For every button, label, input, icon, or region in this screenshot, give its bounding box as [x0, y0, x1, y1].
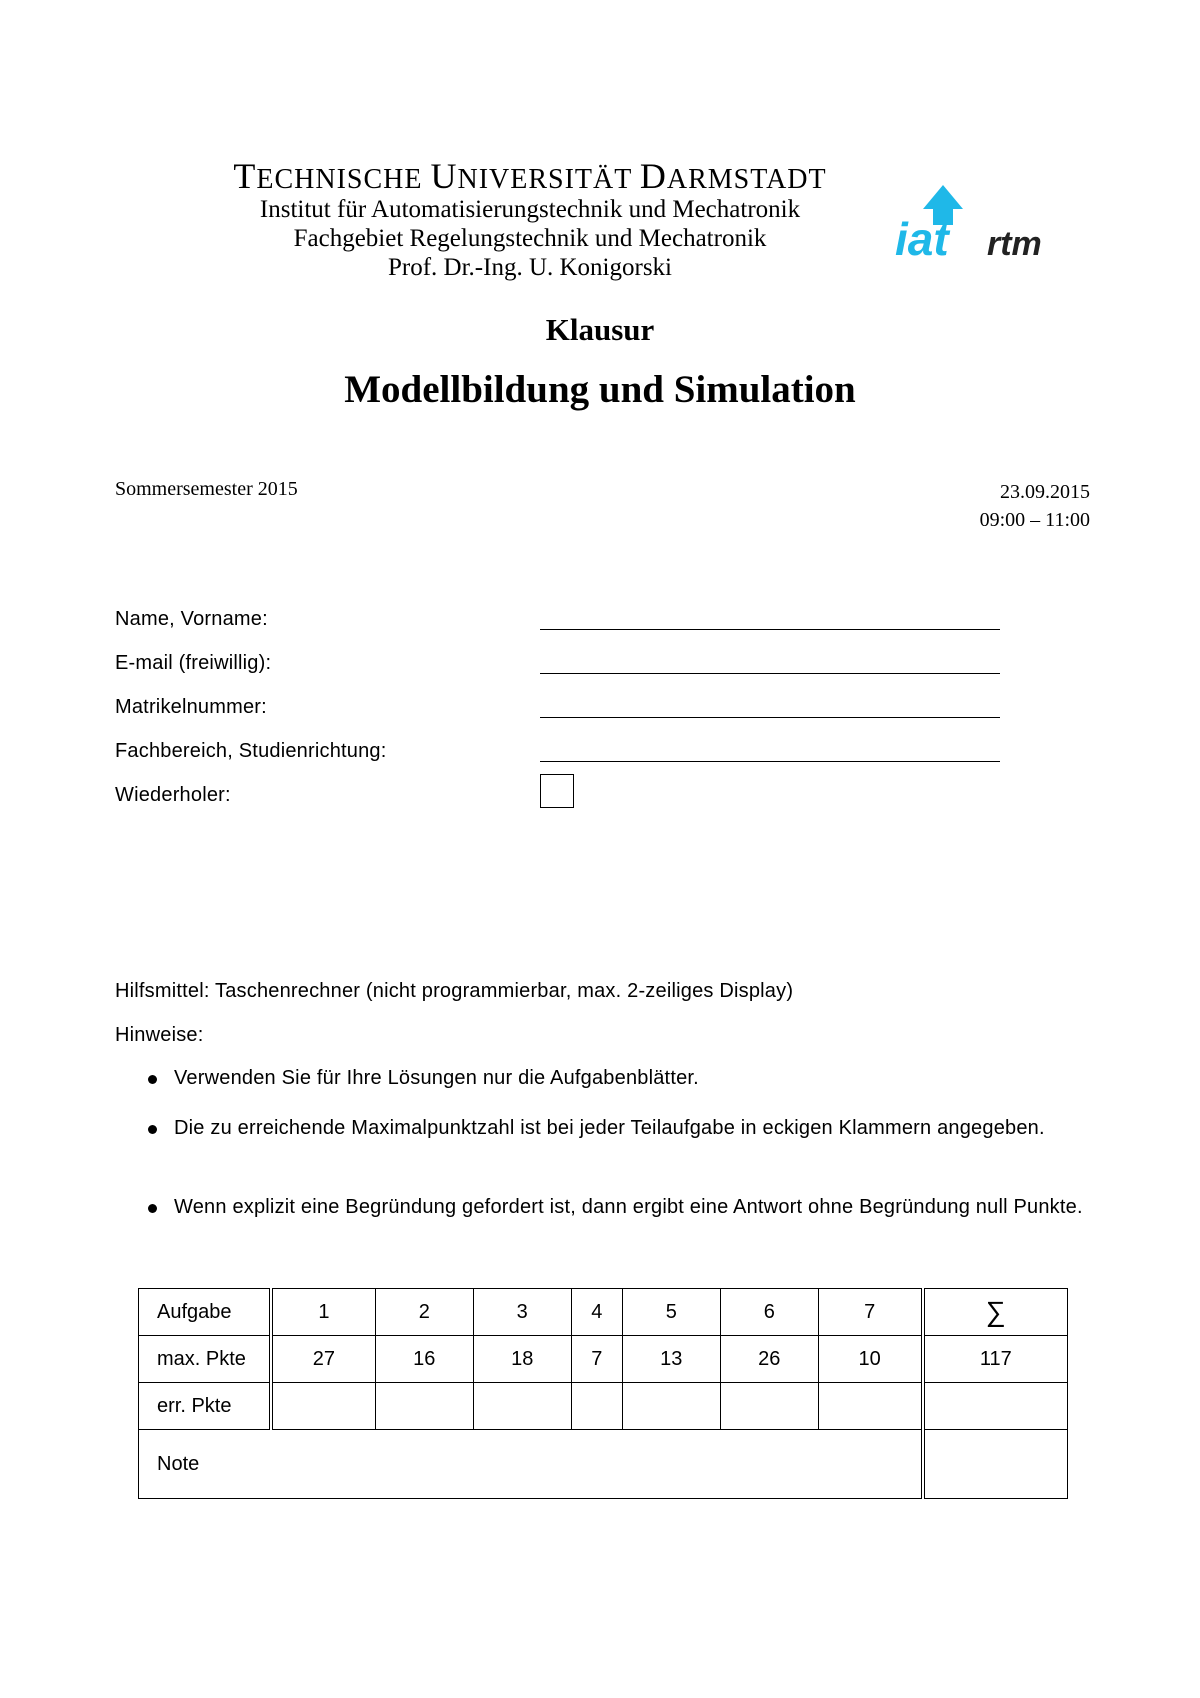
- matrikel-label: Matrikelnummer:: [115, 696, 267, 718]
- department-name: Fachgebiet Regelungstechnik und Mechatronik: [293, 225, 767, 252]
- wiederholer-checkbox[interactable]: [540, 774, 574, 808]
- bullet-icon: [148, 1125, 157, 1134]
- exam-time: 09:00 – 11:00: [979, 509, 1090, 531]
- earned-points-cell[interactable]: [720, 1383, 818, 1430]
- hint-item: [148, 1192, 1090, 1252]
- max-points-cell: 27: [271, 1336, 375, 1383]
- table-row-earned-points: [139, 1383, 1068, 1430]
- university-name: [130, 155, 930, 197]
- task-number: 1: [271, 1289, 375, 1336]
- sum-icon: ∑: [923, 1289, 1068, 1336]
- table-row-tasks: [139, 1289, 1068, 1336]
- earned-points-label: err. Pkte: [139, 1383, 272, 1430]
- hint-item: [148, 1063, 1090, 1093]
- university-word-2: UNIVERSITÄT: [430, 156, 640, 196]
- max-points-cell: 10: [818, 1336, 922, 1383]
- aids-text: Hilfsmittel: Taschenrechner (nicht programmierbar, max. 2-zeiliges Display): [115, 980, 794, 1002]
- max-points-cell: 13: [622, 1336, 720, 1383]
- course-title: Modellbildung und Simulation: [344, 368, 856, 411]
- task-number: 2: [375, 1289, 473, 1336]
- earned-points-cell[interactable]: [375, 1383, 473, 1430]
- max-points-total: 117: [923, 1336, 1068, 1383]
- table-row-grade: [139, 1430, 1068, 1499]
- institute-name: Institut für Automatisierungstechnik und Mechatronik: [259, 196, 801, 223]
- fachbereich-label: Fachbereich, Studienrichtung:: [115, 740, 387, 762]
- university-word-1: TECHNISCHE: [233, 156, 431, 196]
- bullet-icon: [148, 1204, 157, 1213]
- earned-points-cell[interactable]: [473, 1383, 571, 1430]
- grade-cell[interactable]: [923, 1430, 1068, 1499]
- matrikel-field[interactable]: [540, 717, 1000, 718]
- earned-points-total[interactable]: [923, 1383, 1068, 1430]
- earned-points-cell[interactable]: [571, 1383, 622, 1430]
- fachbereich-field[interactable]: [540, 761, 1000, 762]
- task-number: 4: [571, 1289, 622, 1336]
- task-number: 5: [622, 1289, 720, 1336]
- exam-date: 23.09.2015: [1000, 481, 1090, 503]
- bullet-icon: [148, 1075, 157, 1084]
- max-points-cell: 18: [473, 1336, 571, 1383]
- grade-label: Note: [139, 1430, 923, 1499]
- task-number: 7: [818, 1289, 922, 1336]
- task-header: Aufgabe: [139, 1289, 272, 1336]
- semester: Sommersemester 2015: [115, 478, 298, 500]
- hint-item-text: Wenn explizit eine Begründung gefordert ist, dann ergibt eine Antwort ohne Begründung null Punkte.: [174, 1196, 1083, 1218]
- institute-logo: [895, 185, 1045, 260]
- task-number: 6: [720, 1289, 818, 1336]
- table-row-max-points: [139, 1336, 1068, 1383]
- max-points-cell: 7: [571, 1336, 622, 1383]
- earned-points-cell[interactable]: [622, 1383, 720, 1430]
- university-word-3: DARMSTADT: [639, 156, 827, 196]
- task-number: 3: [473, 1289, 571, 1336]
- earned-points-cell[interactable]: [271, 1383, 375, 1430]
- email-label: E-mail (freiwillig):: [115, 652, 272, 674]
- earned-points-cell[interactable]: [818, 1383, 922, 1430]
- hint-item-text: Verwenden Sie für Ihre Lösungen nur die Aufgabenblätter.: [174, 1067, 699, 1089]
- hint-item-text: Die zu erreichende Maximalpunktzahl ist bei jeder Teilaufgabe in eckigen Klammern angegeben.: [174, 1117, 1045, 1139]
- name-field[interactable]: [540, 629, 1000, 630]
- professor-name: Prof. Dr.-Ing. U. Konigorski: [387, 254, 672, 281]
- exam-type: Klausur: [545, 312, 655, 347]
- wiederholer-label: Wiederholer:: [115, 784, 231, 806]
- name-label: Name, Vorname:: [115, 608, 268, 630]
- max-points-label: max. Pkte: [139, 1336, 272, 1383]
- max-points-cell: 16: [375, 1336, 473, 1383]
- max-points-cell: 26: [720, 1336, 818, 1383]
- logo-iat-text: iat: [895, 213, 949, 260]
- logo-rtm-text: rtm: [987, 225, 1042, 260]
- exam-date-time: [980, 478, 1090, 534]
- score-table: [138, 1288, 1068, 1499]
- hint-item: [148, 1113, 1090, 1173]
- hints-title: Hinweise:: [115, 1024, 204, 1046]
- email-field[interactable]: [540, 673, 1000, 674]
